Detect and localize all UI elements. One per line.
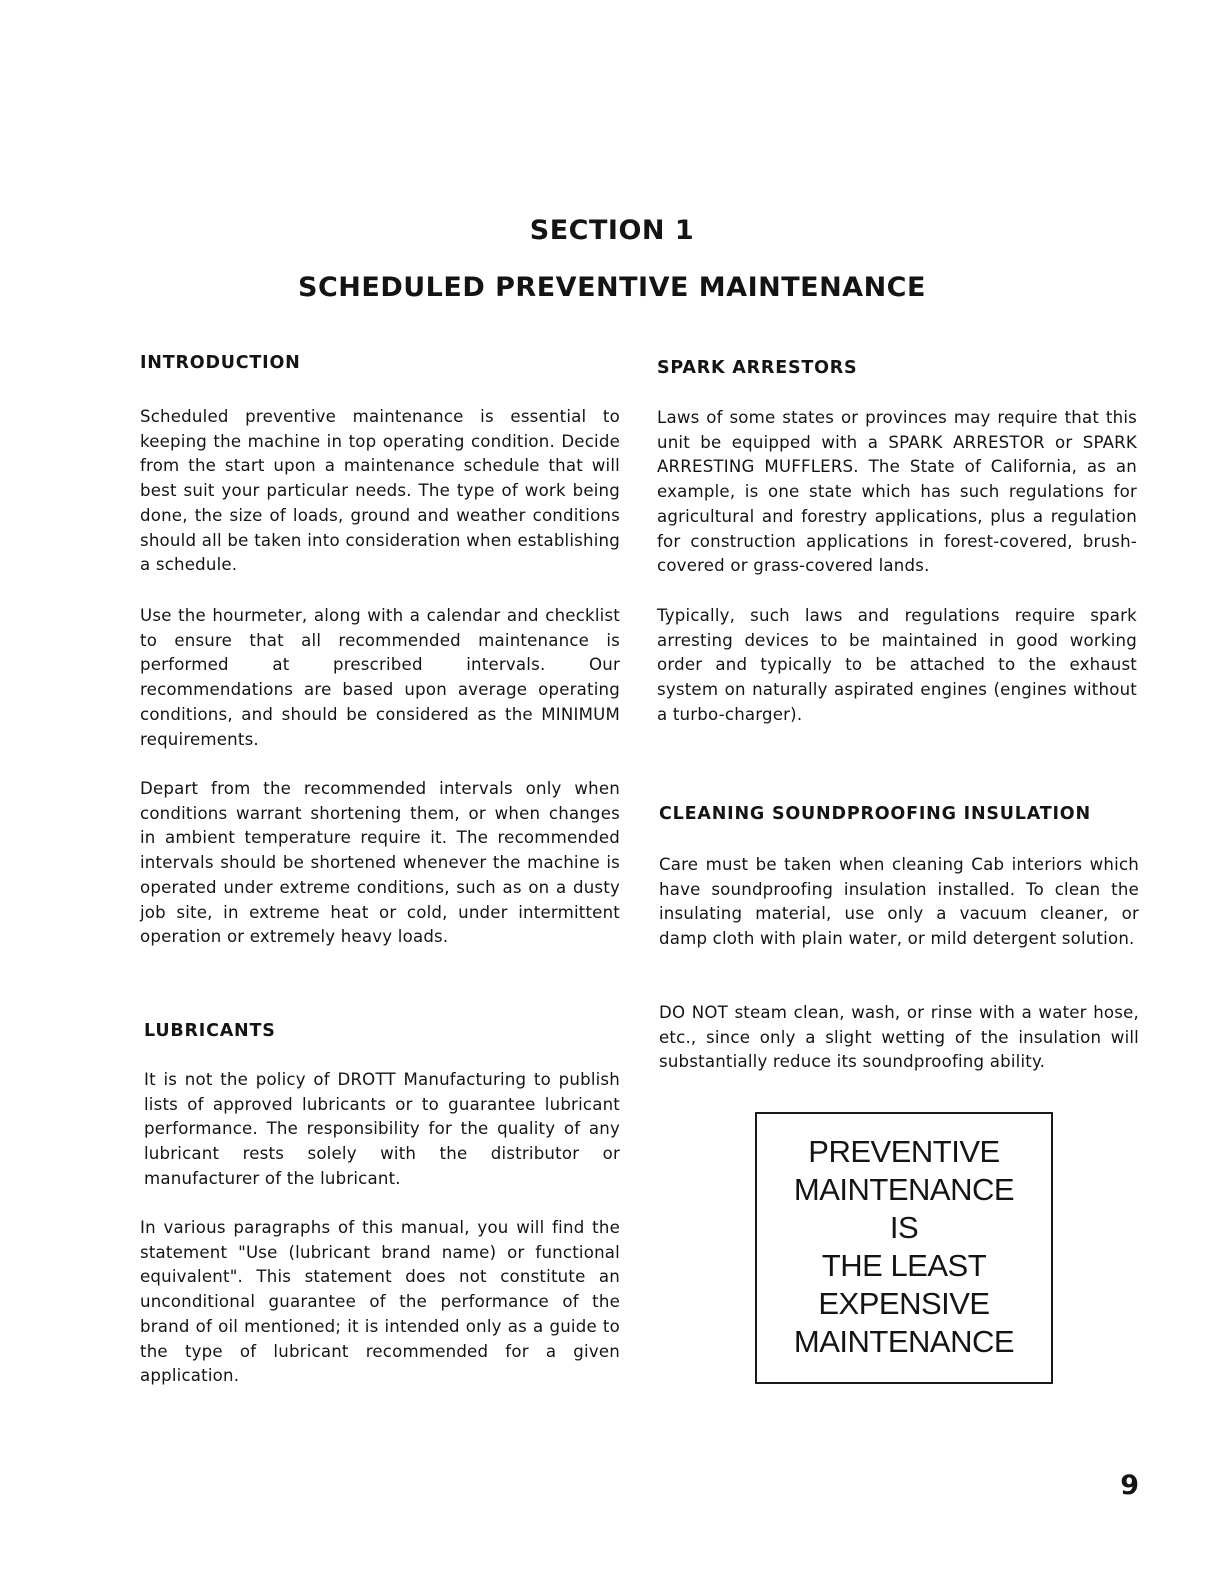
lubricants-paragraph-1: It is not the policy of DROTT Manufacturing to publish lists of approved lubricants or to guarantee lubricant performance. The responsibility for the quality of any lubricant rests solely with the distributor or manufacturer of the lubricant.	[144, 1070, 620, 1188]
notice-line-3: IS	[889, 1210, 919, 1245]
notice-line-2: MAINTENANCE	[793, 1172, 1015, 1207]
spark-arrestors-paragraph-1: Laws of some states or provinces may require that this unit be equipped with a SPARK ARRESTOR or SPARK ARRESTING MUFFLERS. The State of California, as an example, is one state which has such regulations for agricultural and forestry applications, plus a regulation for construction applications in forest-covered, brush-covered or grass-covered lands.	[657, 408, 1137, 576]
notice-line-4: THE LEAST	[821, 1248, 987, 1283]
introduction-paragraph-2: Use the hourmeter, along with a calendar and checklist to ensure that all recommended maintenance is performed at prescribed intervals. Our recommendations are based upon average operating conditions, and should be considered as the MINIMUM requirements.	[140, 606, 620, 749]
spark-arrestors-heading: SPARK ARRESTORS	[657, 358, 858, 378]
introduction-paragraph-3: Depart from the recommended intervals only when conditions warrant shortening them, or when changes in ambient temperature require it. The recommended intervals should be shortened whenever the machine is operated under extreme conditions, such as on a dusty job site, in extreme heat or cold, under intermittent operation or extremely heavy loads.	[140, 779, 620, 947]
section-title: SCHEDULED PREVENTIVE MAINTENANCE	[298, 272, 926, 303]
notice-line-1: PREVENTIVE	[808, 1134, 1000, 1169]
notice-line-6: MAINTENANCE	[793, 1324, 1015, 1359]
lubricants-paragraph-2: In various paragraphs of this manual, you will find the statement "Use (lubricant brand name) or functional equivalent". This statement does not constitute an unconditional guarantee of the performance of the brand of oil mentioned; it is intended only as a guide to the type of lubricant recommended for a given application.	[140, 1218, 620, 1386]
preventive-maintenance-notice-box	[755, 1112, 1053, 1384]
cleaning-heading: CLEANING SOUNDPROOFING INSULATION	[659, 804, 1091, 824]
page-number: 9	[1120, 1470, 1139, 1501]
spark-arrestors-paragraph-2: Typically, such laws and regulations require spark arresting devices to be maintained in good working order and typically to be attached to the exhaust system on naturally aspirated engines (engines without a turbo-charger).	[657, 606, 1137, 724]
notice-line-5: EXPENSIVE	[818, 1286, 990, 1321]
introduction-paragraph-1: Scheduled preventive maintenance is essential to keeping the machine in top operating condition. Decide from the start upon a maintenance schedule that will best suit your particular needs. The type of work being done, the size of loads, ground and weather conditions should all be taken into consideration when establishing a schedule.	[140, 407, 620, 575]
left-column	[140, 0, 620, 1584]
cleaning-paragraph-1: Care must be taken when cleaning Cab interiors which have soundproofing insulation installed. To clean the insulating material, use only a vacuum cleaner, or damp cloth with plain water, or mild detergent solution.	[659, 855, 1139, 949]
cleaning-paragraph-2: DO NOT steam clean, wash, or rinse with a water hose, etc., since only a slight wetting of the insulation will substantially reduce its soundproofing ability.	[659, 1003, 1139, 1072]
section-number: SECTION 1	[529, 215, 695, 246]
introduction-heading: INTRODUCTION	[140, 353, 301, 373]
lubricants-heading: LUBRICANTS	[144, 1021, 276, 1041]
